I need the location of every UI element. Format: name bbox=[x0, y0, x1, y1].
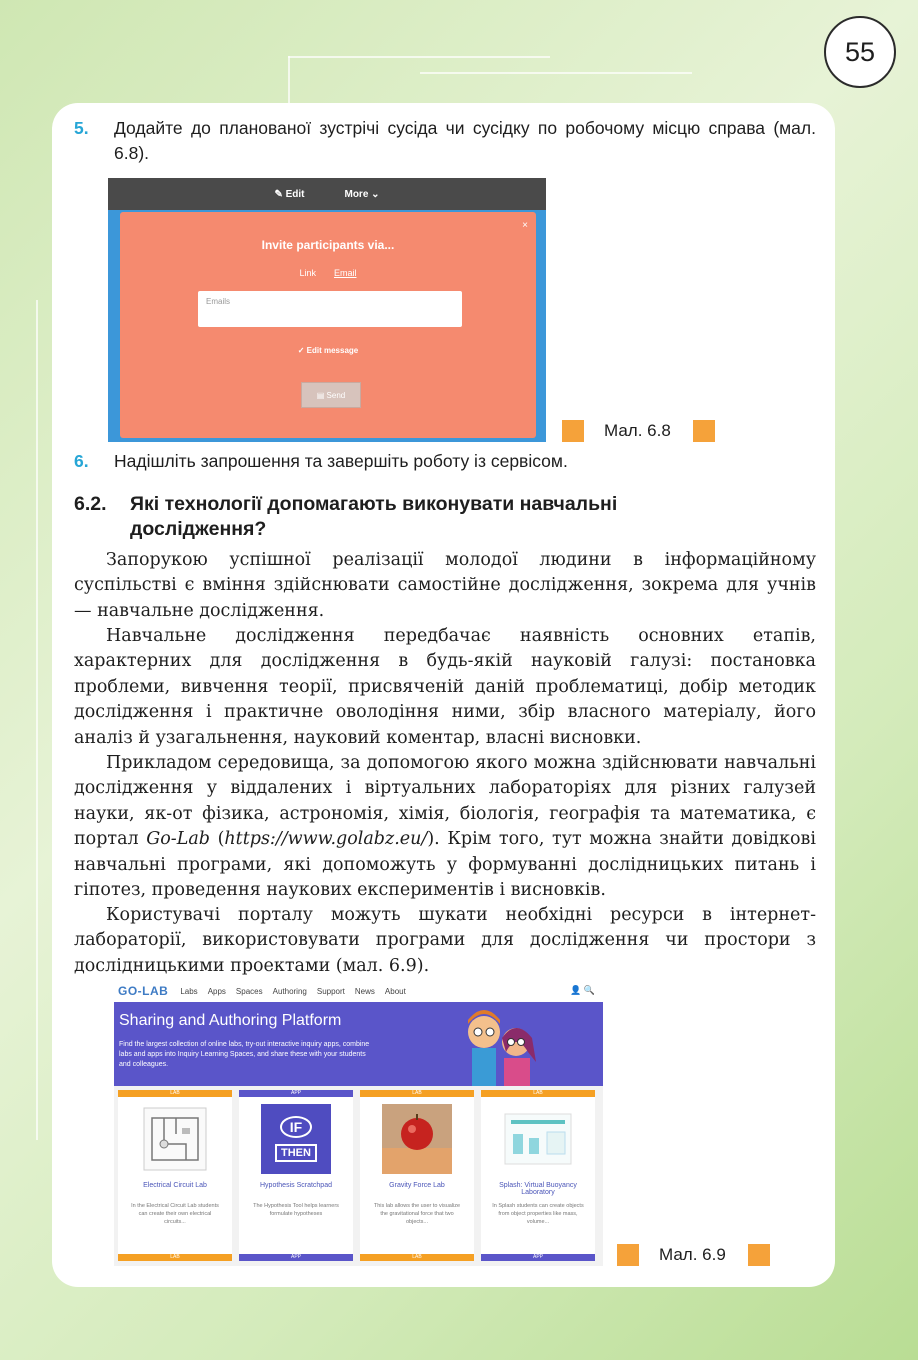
decor-line bbox=[420, 72, 692, 74]
nav-item[interactable]: Apps bbox=[207, 986, 226, 996]
card-tag: LAB bbox=[360, 1254, 474, 1261]
card-hypothesis-scratchpad[interactable] bbox=[239, 1090, 353, 1258]
tab-email[interactable]: Email bbox=[334, 268, 357, 278]
golab-url-link[interactable]: https://www.golabz.eu/ bbox=[224, 829, 428, 850]
golab-nav bbox=[114, 980, 603, 1002]
step-6 bbox=[74, 449, 816, 475]
invite-modal bbox=[120, 212, 536, 438]
hero-text: Find the largest collection of online labs, try-out interactive inquiry apps, combine labs and apps into Inquiry Learning Spaces, and share these with your students and colleagues. bbox=[119, 1041, 370, 1068]
paragraph-4: Користувачі порталу можуть шукати необхідні ресурси в інтернет-лабораторії, використовувати програми для дослідження чи простори з дослідницькими проектами (мал. 6.9). bbox=[74, 905, 816, 976]
section-title: Які технології допомагають виконувати навчальні дослідження? bbox=[130, 493, 618, 540]
resource-cards bbox=[118, 1090, 595, 1258]
kids-illustration bbox=[444, 1002, 554, 1086]
nav-item[interactable]: Authoring bbox=[272, 986, 307, 996]
card-desc: The Hypothesis Tool helps learners formulate hypotheses bbox=[253, 1203, 339, 1217]
paragraph-3 bbox=[74, 751, 816, 903]
hero-title: Sharing and Authoring Platform bbox=[119, 1012, 342, 1029]
caption-6-9 bbox=[617, 1244, 770, 1266]
caption-square bbox=[617, 1244, 639, 1266]
step-5 bbox=[74, 116, 816, 168]
caption-square bbox=[693, 420, 715, 442]
nav-item[interactable]: About bbox=[384, 986, 406, 996]
if-label: IF bbox=[280, 1116, 312, 1138]
invite-tabs bbox=[120, 268, 536, 278]
card-name[interactable]: Gravity Force Lab bbox=[389, 1182, 445, 1189]
paragraph-3-text: ( bbox=[209, 829, 225, 850]
step-text: Додайте до планованої зустрічі сусіда чи сусідку по робочому місцю справа (мал. 6.8). bbox=[114, 118, 816, 163]
caption-text: Мал. 6.8 bbox=[604, 421, 671, 440]
then-label: THEN bbox=[275, 1144, 317, 1162]
step-text: Надішліть запрошення та завершіть роботу із сервісом. bbox=[114, 451, 568, 471]
card-gravity-force-lab[interactable] bbox=[360, 1090, 474, 1258]
card-tag: APP bbox=[239, 1090, 353, 1097]
send-button[interactable]: ▤ Send bbox=[301, 382, 361, 408]
if-then-icon bbox=[261, 1104, 331, 1174]
caption-square bbox=[562, 420, 584, 442]
step-number: 6. bbox=[74, 451, 89, 471]
card-desc: In Splash students can create objects from object properties like mass, volume... bbox=[492, 1203, 584, 1225]
modal-title: Invite participants via... bbox=[261, 238, 395, 252]
tab-link[interactable]: Link bbox=[299, 268, 316, 278]
nav-item[interactable]: Spaces bbox=[235, 986, 263, 996]
paragraph-1: Запорукою успішної реалізації молодої людини в інформаційному суспільстві є вміння здійснювати самостійне дослідження, зокрема для учнів — навчальне дослідження. bbox=[74, 550, 816, 621]
user-search-icons[interactable]: 👤 🔍 bbox=[570, 985, 595, 995]
card-tag: APP bbox=[481, 1254, 595, 1261]
caption-text: Мал. 6.9 bbox=[659, 1245, 726, 1264]
card-desc: In the Electrical Circuit Lab students can create their own electrical circuits... bbox=[131, 1203, 219, 1225]
card-splash-buoyancy-lab[interactable] bbox=[481, 1090, 595, 1258]
caption-6-8 bbox=[562, 420, 715, 442]
page-number: 55 bbox=[824, 16, 896, 88]
nav-item[interactable]: Labs bbox=[180, 986, 198, 996]
edit-message-toggle[interactable]: ✓ Edit message bbox=[297, 346, 359, 355]
card-name[interactable]: Hypothesis Scratchpad bbox=[260, 1182, 332, 1189]
toolbar bbox=[108, 178, 546, 210]
figure-6-8 bbox=[108, 178, 546, 442]
card-electrical-circuit-lab[interactable] bbox=[118, 1090, 232, 1258]
card-tag: LAB bbox=[118, 1254, 232, 1261]
more-menu[interactable]: More ⌄ bbox=[344, 188, 380, 200]
hero-banner bbox=[114, 1002, 603, 1086]
card-name[interactable]: Electrical Circuit Lab bbox=[143, 1182, 207, 1189]
card-tag: LAB bbox=[118, 1090, 232, 1097]
decor-line bbox=[288, 56, 290, 104]
decor-line bbox=[36, 300, 38, 1140]
close-icon[interactable]: × bbox=[522, 220, 528, 231]
buoyancy-thumbnail bbox=[503, 1104, 573, 1174]
paragraph-3-text: Прикладом середовища, за допомогою якого можна здійснювати навчальні дослідження у віддалених і віртуальних лабораторіях для різних галузей науки, як-от фізика, астрономія, хімія, біологія, географія та математика, є портал bbox=[74, 753, 816, 850]
circuit-thumbnail bbox=[140, 1104, 210, 1174]
apple-thumbnail bbox=[382, 1104, 452, 1174]
caption-square bbox=[748, 1244, 770, 1266]
edit-button[interactable]: ✎ Edit bbox=[274, 188, 305, 200]
card-tag: LAB bbox=[481, 1090, 595, 1097]
card-tag: LAB bbox=[360, 1090, 474, 1097]
nav-item[interactable]: News bbox=[354, 986, 375, 996]
golab-logo[interactable]: GO-LAB bbox=[118, 984, 169, 998]
golab-name: Go-Lab bbox=[146, 829, 210, 850]
emails-input[interactable]: Emails bbox=[198, 291, 462, 327]
figure-6-9 bbox=[114, 980, 603, 1266]
step-number: 5. bbox=[74, 118, 89, 138]
decor-line bbox=[288, 56, 550, 58]
next-row-tags bbox=[118, 1254, 595, 1261]
card-tag: APP bbox=[239, 1254, 353, 1261]
paragraph-3-text: ). Крім того, тут можна знайти довідкові навчальні програми, які допоможуть у формуванні дослідницьких питань і гіпотез, проведення наукових експериментів і висновків. bbox=[74, 829, 816, 901]
card-desc: This lab allows the user to visualize the gravitational force that two objects... bbox=[373, 1203, 461, 1225]
card-name[interactable]: Splash: Virtual Buoyancy Laboratory bbox=[499, 1182, 577, 1196]
section-number: 6.2. bbox=[74, 493, 107, 515]
nav-item[interactable]: Support bbox=[316, 986, 345, 996]
paragraph-2: Навчальне дослідження передбачає наявність основних етапів, характерних для дослідження в будь-якій науковій галузі: постановка проблеми, вивчення теорії, присвяченій даній проблематиці, добір методик дослідження і практичне оволодіння ними, збір власного матеріалу, його аналіз й узагальнення, науковий коментар, власні висновки. bbox=[74, 626, 816, 748]
